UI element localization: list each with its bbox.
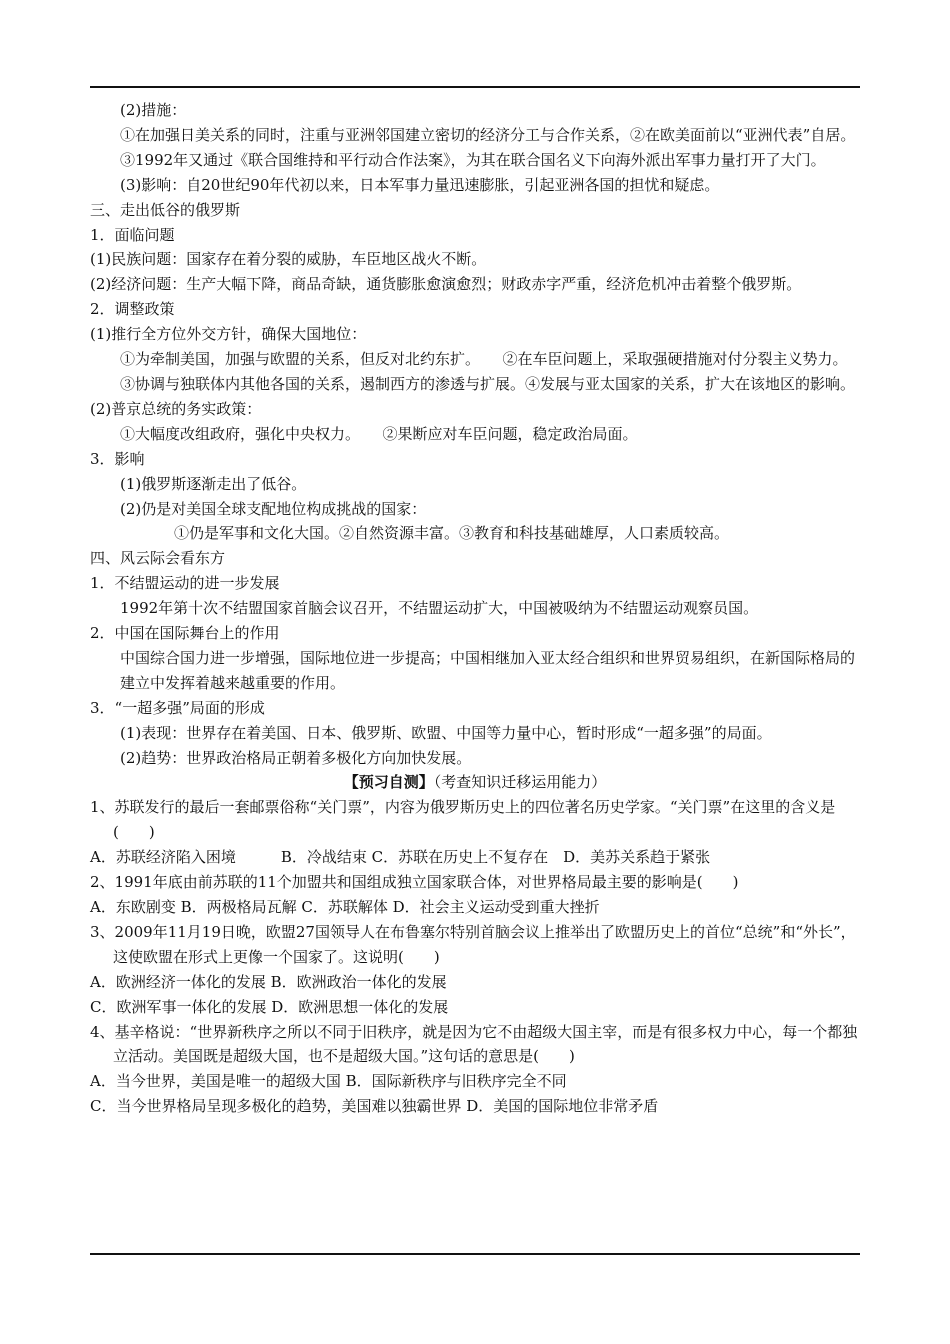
text-line: 2．调整政策	[90, 300, 175, 319]
section-title-bold: 【预习自测】	[343, 773, 434, 792]
text-line: 四、风云际会看东方	[90, 549, 226, 568]
text-line: 1．不结盟运动的进一步发展	[90, 574, 280, 593]
text-line: (1)表现：世界存在着美国、日本、俄罗斯、欧盟、中国等力量中心，暂时形成“一超多强”的局面。	[120, 723, 772, 742]
question-line: A．东欧剧变 B．两极格局瓦解 C．苏联解体 D．社会主义运动受到重大挫折	[90, 898, 600, 916]
section-title-note: （考查知识迁移运用能力）	[433, 773, 607, 792]
question-line: 2、1991年底由前苏联的11个加盟共和国组成独立国家联合体，对世界格局最主要的影响是( )	[90, 873, 739, 892]
text-line: 1．面临问题	[90, 225, 175, 244]
text-line: (2)普京总统的务实政策：	[90, 399, 262, 418]
question-line: 1、苏联发行的最后一套邮票俗称“关门票”，内容为俄罗斯历史上的四位著名历史学家。“关门票”在这里的含义是( )	[90, 798, 836, 842]
text-line: ③协调与独联体内其他各国的关系，遏制西方的渗透与扩展。④发展与亚太国家的关系，扩大在该地区的影响。	[120, 374, 856, 393]
text-line: (2)趋势：世界政治格局正朝着多极化方向加快发展。	[120, 748, 472, 767]
question-line: C．欧洲军事一体化的发展 D．欧洲思想一体化的发展	[90, 997, 449, 1016]
text-line: (1)俄罗斯逐渐走出了低谷。	[120, 474, 307, 493]
text-line: ①仍是军事和文化大国。②自然资源丰富。③教育和科技基础雄厚，人口素质较高。	[174, 524, 730, 543]
question-line: 4、基辛格说：“世界新秩序之所以不同于旧秩序，就是因为它不由超级大国主宰，而是有很多权力中心，每一个都独立活动。美国既是超级大国，也不是超级大国。”这句话的意思是( )	[90, 1022, 858, 1066]
question-line: 3、2009年11月19日晚，欧盟27国领导人在布鲁塞尔特别首脑会议上推举出了欧盟历史上的首位“总统”和“外长”，这使欧盟在形式上更像一个国家了。这说明( )	[90, 922, 856, 966]
text-line: (2)仍是对美国全球支配地位构成挑战的国家：	[120, 499, 427, 518]
text-line: 2．中国在国际舞台上的作用	[90, 624, 280, 643]
document-body	[90, 98, 860, 1119]
question-line: A．欧洲经济一体化的发展 B．欧洲政治一体化的发展	[90, 972, 447, 991]
bottom-rule	[90, 1253, 860, 1255]
text-line: (2)经济问题：生产大幅下降，商品奇缺，通货膨胀愈演愈烈；财政赤字严重，经济危机冲击着整个俄罗斯。	[90, 275, 802, 294]
text-line: (1)推行全方位外交方针，确保大国地位：	[90, 325, 367, 344]
question-line: A．苏联经济陷入困境 B．冷战结束 C．苏联在历史上不复存在 D．美苏关系趋于紧张	[90, 848, 711, 867]
text-line: ①在加强日美关系的同时，注重与亚洲邻国建立密切的经济分工与合作关系，②在欧美面前以“亚洲代表”自居。	[120, 125, 856, 144]
text-line: 3．影响	[90, 449, 145, 468]
question-line: A．当今世界，美国是唯一的超级大国 B．国际新秩序与旧秩序完全不同	[90, 1072, 567, 1091]
text-line: 三、走出低谷的俄罗斯	[90, 200, 241, 219]
text-line: (2)措施：	[120, 101, 187, 119]
question-line: C．当今世界格局呈现多极化的趋势，美国难以独霸世界 D．美国的国际地位非常矛盾	[90, 1097, 659, 1116]
text-line: 中国综合国力进一步增强，国际地位进一步提高；中国相继加入亚太经合组织和世界贸易组织，在新国际格局的建立中发挥着越来越重要的作用。	[120, 648, 856, 692]
section-title	[90, 770, 860, 795]
text-line: 1992年第十次不结盟国家首脑会议召开，不结盟运动扩大，中国被吸纳为不结盟运动观察员国。	[120, 599, 759, 618]
text-line: ①为牵制美国，加强与欧盟的关系，但反对北约东扩。 ②在车臣问题上，采取强硬措施对付分裂主义势力。	[120, 350, 848, 369]
text-line: ①大幅度改组政府，强化中央权力。 ②果断应对车臣问题，稳定政治局面。	[120, 424, 638, 443]
text-line: (1)民族问题：国家存在着分裂的威胁，车臣地区战火不断。	[90, 250, 487, 269]
text-line: (3)影响：自20世纪90年代初以来，日本军事力量迅速膨胀，引起亚洲各国的担忧和疑虑。	[120, 175, 720, 194]
top-rule	[90, 86, 860, 88]
quiz-section	[90, 795, 860, 1119]
text-line: 3．“一超多强”局面的形成	[90, 698, 265, 717]
text-line: ③1992年又通过《联合国维持和平行动合作法案》，为其在联合国名义下向海外派出军事力量打开了大门。	[120, 150, 826, 169]
notes-section	[90, 98, 860, 770]
